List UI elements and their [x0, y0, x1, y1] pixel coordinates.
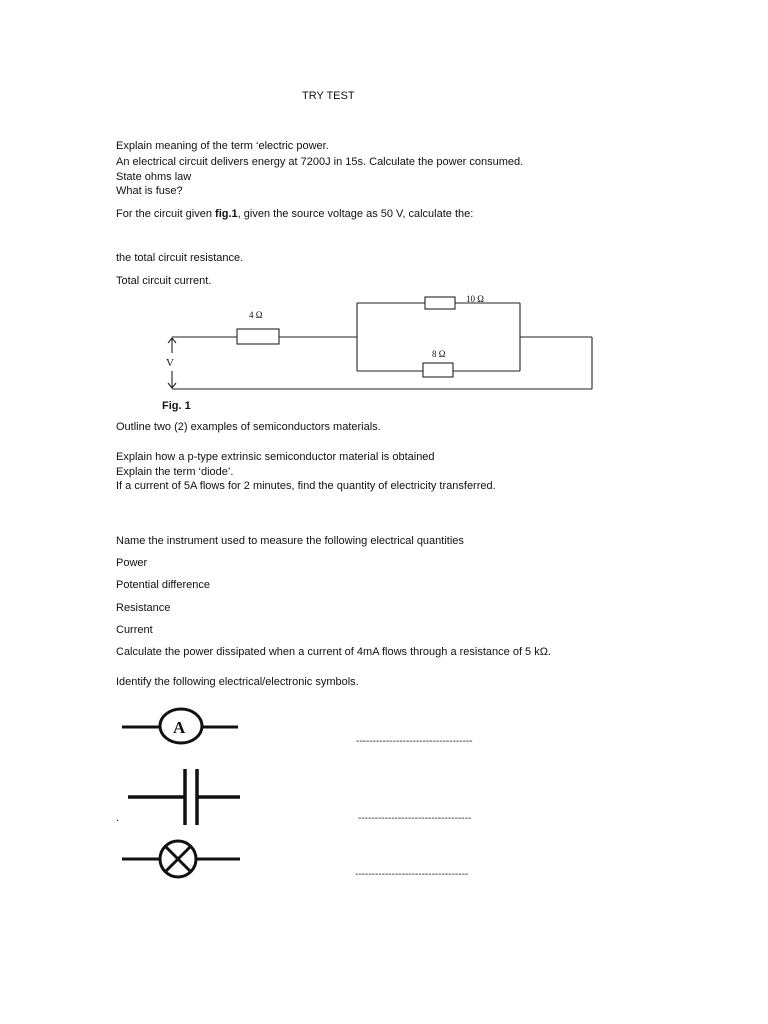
stray-dot: . — [116, 812, 120, 824]
figure-caption: Fig. 1 — [162, 400, 191, 412]
circuit-diagram — [160, 295, 600, 395]
page-title: TRY TEST — [302, 90, 355, 102]
question-fuse: What is fuse? — [116, 185, 183, 197]
label-8-ohm: 8 Ω — [432, 349, 446, 359]
label-4-ohm: 4 Ω — [249, 310, 263, 320]
question-power-dissipated: Calculate the power dissipated when a current of 4mA flows through a resistance of 5 kΩ. — [116, 646, 552, 658]
lamp-symbol — [120, 840, 242, 880]
item-resistance: Resistance — [116, 602, 171, 614]
resistor-8-ohm — [423, 363, 453, 377]
resistor-10-ohm — [425, 297, 455, 309]
ammeter-symbol — [120, 706, 240, 746]
answer-blank-2: ---------------------------------- — [358, 813, 472, 824]
question-p-type: Explain how a p-type extrinsic semiconductor material is obtained — [116, 451, 435, 463]
item-current: Current — [116, 624, 153, 636]
question-semiconductors: Outline two (2) examples of semiconductors materials. — [116, 421, 381, 433]
question-total-current: Total circuit current. — [116, 275, 212, 287]
answer-blank-1: ----------------------------------- — [356, 736, 473, 747]
question-electric-power: Explain meaning of the term ‘electric power. — [116, 140, 329, 152]
item-power: Power — [116, 557, 148, 569]
resistor-4-ohm — [237, 329, 279, 344]
fig-reference: fig.1 — [215, 208, 238, 220]
question-diode: Explain the term ‘diode’. — [116, 466, 234, 478]
question-identify-symbols: Identify the following electrical/electronic symbols. — [116, 676, 359, 688]
capacitor-symbol — [126, 767, 246, 827]
question-circuit-intro: For the circuit given fig.1, given the source voltage as 50 V, calculate the: — [116, 208, 474, 220]
item-potential-difference: Potential difference — [116, 579, 210, 591]
question-total-resistance: the total circuit resistance. — [116, 252, 244, 264]
question-instruments: Name the instrument used to measure the following electrical quantities — [116, 535, 464, 547]
ammeter-letter: A — [173, 718, 186, 737]
question-energy-power: An electrical circuit delivers energy at 7200J in 15s. Calculate the power consumed. — [116, 156, 524, 168]
label-voltage: V — [166, 357, 174, 369]
question-ohms-law: State ohms law — [116, 171, 192, 183]
question-quantity-electricity: If a current of 5A flows for 2 minutes, find the quantity of electricity transferred. — [116, 480, 496, 492]
label-10-ohm: 10 Ω — [466, 294, 484, 304]
answer-blank-3: ---------------------------------- — [355, 869, 469, 880]
